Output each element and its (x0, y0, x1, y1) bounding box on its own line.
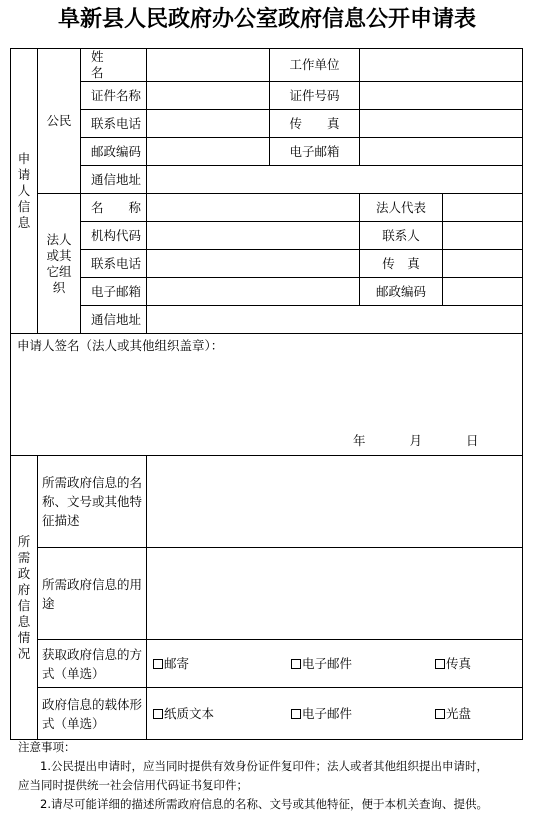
org-code-field[interactable] (147, 222, 360, 250)
org-label: 法人 或其 它组 织 (38, 194, 81, 334)
info-purpose-label: 所需政府信息的用途 (38, 548, 147, 640)
notes-item-2: 2.请尽可能详细的描述所需政府信息的名称、文号或其他特征，便于本机关查询、提供。 (40, 797, 488, 811)
application-form-table (10, 48, 523, 740)
carrier-option-disc[interactable]: 光盘 (435, 706, 471, 722)
citizen-email-field[interactable] (360, 138, 523, 166)
checkbox-icon[interactable] (153, 659, 163, 669)
carrier-option-email[interactable]: 电子邮件 (291, 706, 435, 722)
citizen-postcode-field[interactable] (147, 138, 270, 166)
signature-label: 申请人签名（法人或其他组织盖章）： (17, 338, 224, 353)
form-title: 阜新县人民政府办公室政府信息公开申请表 (57, 6, 476, 32)
info-description-field[interactable] (147, 456, 523, 548)
method-option-fax[interactable]: 传真 (435, 656, 471, 672)
notes-heading: 注意事项： (18, 740, 76, 754)
signature-year-label: 年 (353, 433, 366, 448)
org-name-label: 名 称 (81, 194, 147, 222)
signature-month-label: 月 (409, 433, 422, 448)
citizen-address-field[interactable] (147, 166, 523, 194)
org-contact-label: 联系人 (360, 222, 443, 250)
notes-item-1-cont: 应当同时提供统一社会信用代码证书复印件； (18, 778, 248, 792)
citizen-address-label: 通信地址 (81, 166, 147, 194)
notes-section (18, 738, 528, 814)
org-contact-field[interactable] (443, 222, 523, 250)
citizen-id-number-label: 证件号码 (270, 82, 360, 110)
signature-date (353, 433, 478, 449)
citizen-postcode-label: 邮政编码 (81, 138, 147, 166)
method-option-email[interactable]: 电子邮件 (291, 656, 435, 672)
org-postcode-field[interactable] (443, 278, 523, 306)
citizen-phone-field[interactable] (147, 110, 270, 138)
info-section-label: 所 需 政 府 信 息 情 况 (11, 456, 38, 740)
org-legal-rep-label: 法人代表 (360, 194, 443, 222)
citizen-id-type-label: 证件名称 (81, 82, 147, 110)
info-carrier-label: 政府信息的载体形式（单选） (38, 688, 147, 740)
org-postcode-label: 邮政编码 (360, 278, 443, 306)
info-purpose-field[interactable] (147, 548, 523, 640)
citizen-label: 公民 (38, 49, 81, 194)
citizen-id-type-field[interactable] (147, 82, 270, 110)
org-code-label: 机构代码 (81, 222, 147, 250)
citizen-work-unit-label: 工作单位 (270, 49, 360, 82)
method-option-mail[interactable]: 邮寄 (153, 656, 291, 672)
org-fax-label: 传 真 (360, 250, 443, 278)
checkbox-icon[interactable] (435, 709, 445, 719)
info-method-label: 获取政府信息的方式（单选） (38, 640, 147, 688)
citizen-name-field[interactable] (147, 49, 270, 82)
org-phone-label: 联系电话 (81, 250, 147, 278)
org-legal-rep-field[interactable] (443, 194, 523, 222)
carrier-option-paper[interactable]: 纸质文本 (153, 706, 291, 722)
citizen-work-unit-field[interactable] (360, 49, 523, 82)
applicant-info-section-label: 申 请 人 信 息 (11, 49, 38, 334)
org-address-label: 通信地址 (81, 306, 147, 334)
checkbox-icon[interactable] (291, 709, 301, 719)
citizen-fax-field[interactable] (360, 110, 523, 138)
signature-cell[interactable] (11, 334, 523, 456)
citizen-name-label: 姓 名 (81, 49, 147, 82)
info-method-options (147, 640, 523, 688)
citizen-email-label: 电子邮箱 (270, 138, 360, 166)
org-email-field[interactable] (147, 278, 360, 306)
citizen-id-number-field[interactable] (360, 82, 523, 110)
citizen-fax-label: 传 真 (270, 110, 360, 138)
org-address-field[interactable] (147, 306, 523, 334)
checkbox-icon[interactable] (435, 659, 445, 669)
org-name-field[interactable] (147, 194, 360, 222)
checkbox-icon[interactable] (153, 709, 163, 719)
info-description-label: 所需政府信息的名称、文号或其他特征描述 (38, 456, 147, 548)
info-carrier-options (147, 688, 523, 740)
org-fax-field[interactable] (443, 250, 523, 278)
citizen-phone-label: 联系电话 (81, 110, 147, 138)
org-email-label: 电子邮箱 (81, 278, 147, 306)
org-phone-field[interactable] (147, 250, 360, 278)
notes-item-1: 1.公民提出申请时，应当同时提供有效身份证件复印件；法人或者其他组织提出申请时， (40, 759, 488, 773)
checkbox-icon[interactable] (291, 659, 301, 669)
signature-day-label: 日 (465, 433, 479, 448)
